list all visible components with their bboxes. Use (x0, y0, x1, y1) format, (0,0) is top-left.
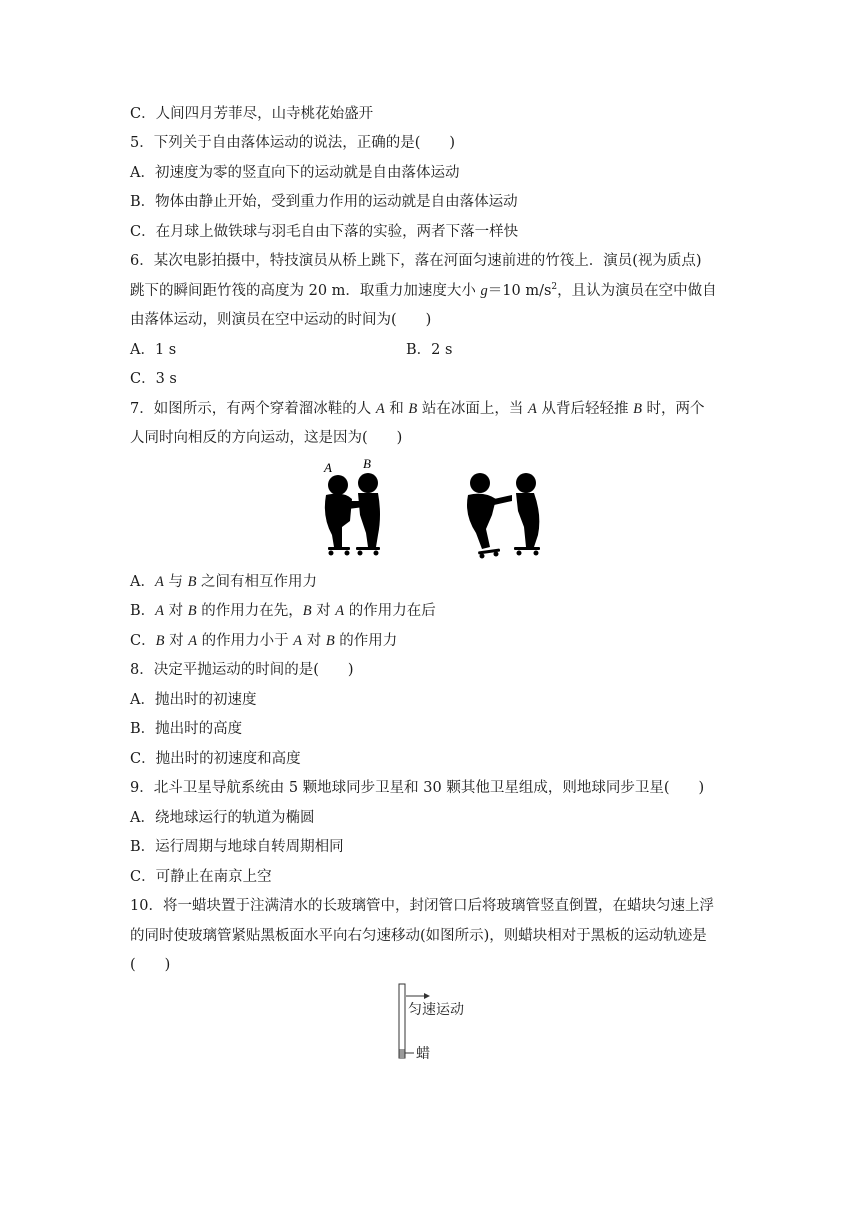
q7-var-b: B (408, 401, 418, 417)
q10-stem-line3: ( ) (130, 957, 171, 973)
option-text: 之间有相互作用力 (196, 574, 318, 590)
option-text: 对 (302, 633, 326, 649)
q6-stem-line2 (130, 281, 735, 301)
q6-superscript: 2 (551, 282, 558, 293)
q8-option-b: B．抛出时的高度 (130, 721, 243, 737)
option-text: 对 (164, 603, 188, 619)
q5-option-a: A．初速度为零的竖直向下的运动就是自由落体运动 (130, 165, 460, 181)
q7-option-b (130, 601, 735, 621)
figure-label-b: B (363, 456, 371, 471)
wax-block (400, 1049, 405, 1057)
label-wax: 蜡 (416, 1046, 430, 1062)
arrow-head-icon (424, 993, 430, 999)
skater-b-before (356, 473, 380, 556)
q6-stem-line2-part1: 跳下的瞬间距竹筏的高度为 20 m．取重力加速度大小 (130, 283, 481, 299)
var: A (188, 633, 198, 649)
skater-a-after (467, 473, 512, 559)
q7-stem-line2: 人同时向相反的方向运动，这是因为( ) (130, 430, 403, 446)
q10-stem-line2: 的同时使玻璃管紧贴黑板面水平向右匀速移动(如图所示)，则蜡块相对于黑板的运动轨迹是 (130, 928, 707, 944)
q10-tube-figure (390, 982, 480, 1064)
option-label: C． (130, 633, 156, 649)
q9-option-a: A．绕地球运行的轨道为椭圆 (130, 810, 315, 826)
q5-option-b: B．物体由静止开始，受到重力作用的运动就是自由落体运动 (130, 194, 518, 210)
skater-b-after (514, 473, 540, 556)
q7-skaters-figure (312, 455, 557, 565)
q7-option-c (130, 631, 735, 651)
option-label: A． (130, 574, 155, 590)
q6-g-symbol: g (480, 283, 488, 299)
q7-stem-line1 (130, 399, 735, 419)
q7-var-a: A (528, 401, 537, 417)
glass-tube (399, 984, 405, 1058)
q6-option-a: A．1 s (130, 342, 177, 358)
skater-pair-after (467, 473, 540, 559)
option-text: 与 (163, 574, 188, 590)
q6-stem-line2-part2: ＝10 m/s (487, 283, 552, 299)
q9-option-b: B．运行周期与地球自转周期相同 (130, 839, 344, 855)
var: B (325, 633, 335, 649)
q8-stem: 8．决定平抛运动的时间的是( ) (130, 662, 354, 678)
figure-label-a: A (324, 460, 332, 475)
q7-stem-text: 时，两个 (641, 401, 705, 417)
label-uniform-motion: 匀速运动 (408, 1002, 464, 1018)
q5-option-c: C．在月球上做铁球与羽毛自由下落的实验，两者下落一样快 (130, 224, 519, 240)
option-text: 的作用力在先， (196, 603, 303, 619)
q6-option-b: B．2 s (406, 342, 453, 358)
var: A (155, 603, 165, 619)
q6-option-c: C．3 s (130, 371, 177, 387)
option-text: 的作用力在后 (344, 603, 436, 619)
q7-stem-text: 从背后轻轻推 (536, 401, 634, 417)
option-label: B． (130, 603, 156, 619)
var: B (302, 603, 312, 619)
var: B (187, 574, 197, 590)
q7-var-a: A (375, 401, 385, 417)
var: B (187, 603, 197, 619)
q8-option-a: A．抛出时的初速度 (130, 692, 257, 708)
var: A (335, 603, 345, 619)
q10-stem-line1: 10．将一蜡块置于注满清水的长玻璃管中，封闭管口后将玻璃管竖直倒置，在蜡块匀速上浮 (130, 898, 714, 914)
q6-options-row (130, 340, 735, 360)
skater-a-before (325, 475, 364, 556)
option-text: 的作用力小于 (197, 633, 294, 649)
option-text: 对 (164, 633, 189, 649)
var: B (155, 633, 165, 649)
option-text: 的作用力 (334, 633, 398, 649)
q9-option-c: C．可静止在南京上空 (130, 869, 272, 885)
q7-stem-text: 和 (384, 401, 409, 417)
q7-stem-text: 站在冰面上，当 (417, 401, 528, 417)
q9-stem: 9．北斗卫星导航系统由 5 颗地球同步卫星和 30 颗其他卫星组成，则地球同步卫星( ) (130, 780, 705, 796)
option-text: 对 (311, 603, 336, 619)
q6-stem-line1: 6．某次电影拍摄中，特技演员从桥上跳下，落在河面匀速前进的竹筏上．演员(视为质点) (130, 253, 702, 269)
q5-stem: 5．下列关于自由落体运动的说法，正确的是( ) (130, 135, 456, 151)
q7-var-b: B (633, 401, 642, 417)
q6-stem-line3: 由落体运动，则演员在空中运动的时间为( ) (130, 312, 432, 328)
skater-pair-before (323, 456, 380, 556)
q6-stem-line2-part3: ，且认为演员在空中做自 (557, 283, 717, 299)
q4-option-c: C．人间四月芳菲尽，山寺桃花始盛开 (130, 106, 374, 122)
q7-option-a (130, 572, 735, 592)
q7-stem-text: 7．如图所示，有两个穿着溜冰鞋的人 (130, 401, 376, 417)
q8-option-c: C．抛出时的初速度和高度 (130, 751, 301, 767)
var: A (154, 574, 164, 590)
var: A (293, 633, 303, 649)
